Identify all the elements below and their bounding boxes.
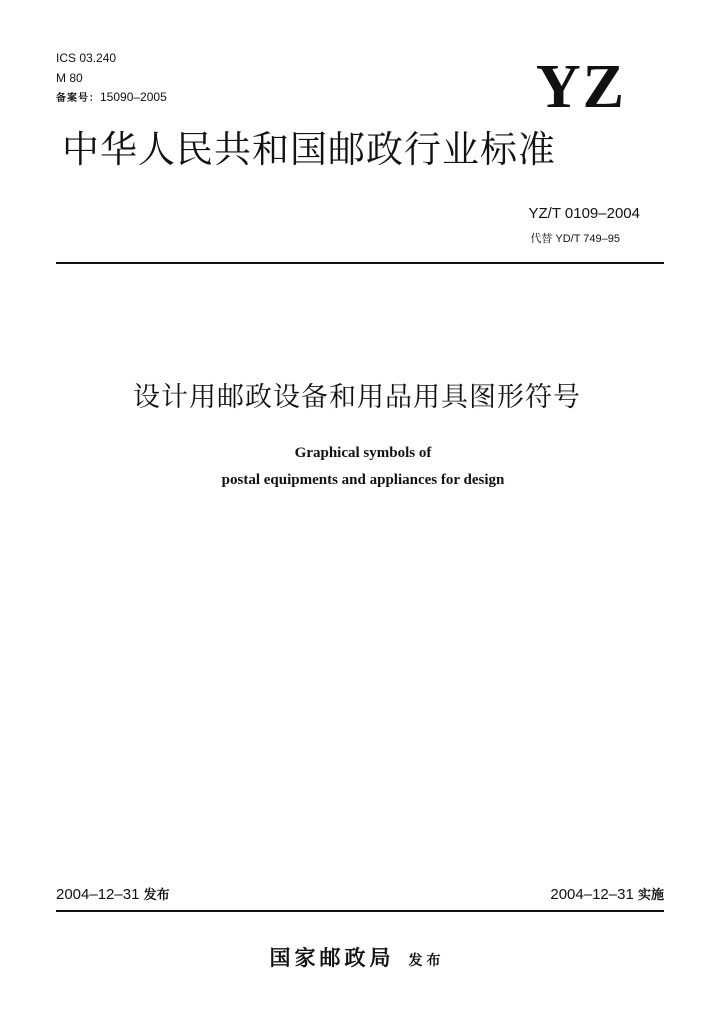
issue-label: 发布 bbox=[143, 888, 170, 903]
ics-code: ICS 03.240 bbox=[56, 51, 117, 65]
standard-category-title: 中华人民共和国邮政行业标准 bbox=[62, 128, 556, 171]
ccs-code: M 80 bbox=[56, 71, 83, 85]
publisher-name: 国家邮政局 bbox=[269, 945, 395, 970]
document-title-english-line-2: postal equipments and appliances for design bbox=[221, 472, 505, 488]
issue-date: 2004–12–31 bbox=[56, 886, 140, 903]
publisher-line bbox=[0, 942, 714, 972]
implementation-date: 2004–12–31 bbox=[550, 886, 634, 903]
replaces-standard: 代替 YD/T 749–95 bbox=[530, 233, 620, 245]
top-divider bbox=[56, 262, 664, 264]
issue-date-line bbox=[56, 886, 170, 905]
yz-logo: YZ bbox=[535, 53, 626, 121]
document-title-chinese: 设计用邮政设备和用品用具图形符号 bbox=[133, 382, 581, 413]
implementation-label: 实施 bbox=[637, 888, 664, 903]
record-number-label: 备案号： bbox=[56, 93, 100, 104]
implementation-date-line bbox=[550, 886, 664, 905]
bottom-divider bbox=[56, 910, 664, 912]
record-number-value: 15090–2005 bbox=[100, 90, 167, 104]
publisher-suffix: 发布 bbox=[408, 953, 445, 969]
record-number-line bbox=[56, 90, 167, 106]
document-title-english-line-1: Graphical symbols of bbox=[294, 445, 432, 461]
standard-number: YZ/T 0109–2004 bbox=[528, 205, 640, 222]
